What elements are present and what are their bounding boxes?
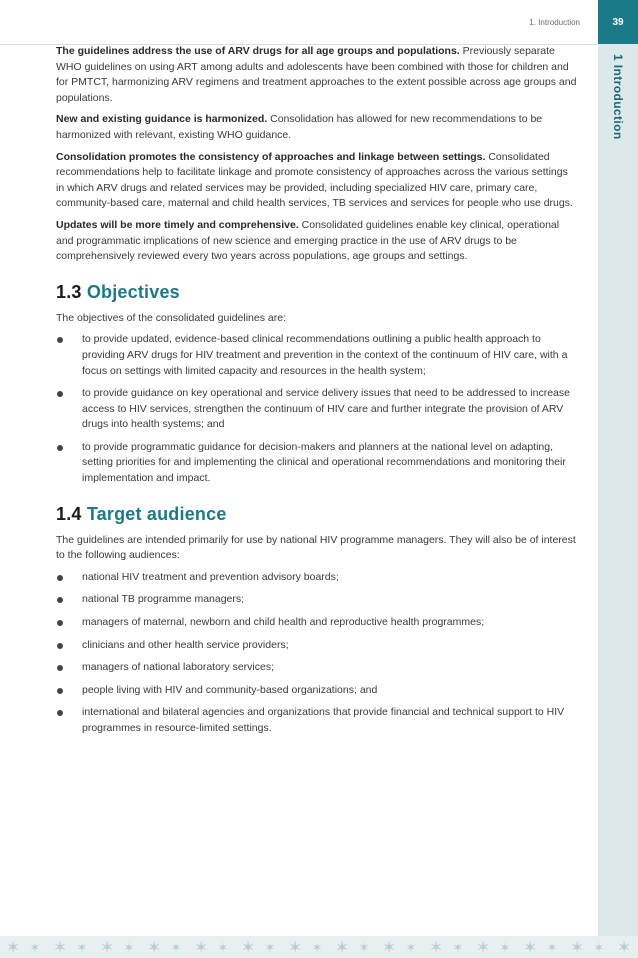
star-icon: ✶ (6, 938, 21, 957)
audience-intro: The guidelines are intended primarily for use by national HIV programme managers. They will also be of interest to the following audiences: (56, 533, 576, 562)
star-icon: ✶ (476, 938, 491, 957)
star-icon: ✶ (76, 940, 88, 955)
objectives-intro: The objectives of the consolidated guidelines are: (56, 311, 286, 324)
list-item: managers of national laboratory services; (56, 660, 578, 676)
star-icon: ✶ (264, 940, 276, 955)
paragraph-lead: New and existing guidance is harmonized. (56, 113, 268, 126)
star-icon: ✶ (288, 938, 303, 957)
star-icon: ✶ (241, 938, 256, 957)
section-number: 1.3 (56, 281, 82, 302)
star-icon: ✶ (452, 940, 464, 955)
paragraph-scope (56, 44, 578, 106)
star-icon: ✶ (147, 938, 162, 957)
paragraph-harmonized (56, 112, 578, 143)
star-icon: ✶ (570, 938, 585, 957)
page-content (56, 44, 578, 744)
objectives-list (56, 332, 578, 486)
list-item: managers of maternal, newborn and child health and reproductive health programmes; (56, 615, 578, 631)
star-icon: ✶ (429, 938, 444, 957)
section-title: Target audience (86, 503, 227, 524)
list-item: clinicians and other health service providers; (56, 638, 578, 654)
star-icon: ✶ (358, 940, 370, 955)
paragraph-text: Consolidated recommendations help to facilitate linkage and promote consistency of approaches across the various settings in which ARV drugs and related services may be provided, including specialized HIV care, primary care, community-based care, maternal and child health services, TB services and services for people who use drugs. (56, 150, 573, 210)
section-title: Objectives (86, 281, 180, 302)
list-item: to provide updated, evidence-based clinical recommendations outlining a public health approach to providing ARV drugs for HIV treatment and prevention in the context of the continuum of HIV care, with a focus on settings with limited capacity and resources in the health system; (56, 332, 578, 379)
chapter-side-tab-label: 1 Introduction (611, 54, 625, 140)
audience-list (56, 570, 578, 737)
star-icon: ✶ (382, 938, 397, 957)
paragraph-text: Consolidated guidelines enable key clinical, operational and programmatic implications of new science and emerging practice in the use of ARV drugs to be comprehensively reviewed every two years across populations, age groups and settings. (56, 218, 560, 263)
paragraph-consistency (56, 150, 578, 212)
chapter-side-tab (602, 54, 634, 144)
star-icon: ✶ (499, 940, 511, 955)
paragraph-lead: The guidelines address the use of ARV drugs for all age groups and populations. (56, 45, 460, 57)
star-icon: ✶ (593, 940, 605, 955)
star-icon: ✶ (546, 940, 558, 955)
star-icon: ✶ (29, 940, 41, 955)
list-item: to provide guidance on key operational and service delivery issues that need to be addressed to increase access to HIV services, strengthen the continuum of HIV care and further integrate the provision of ARV drugs into health systems; and (56, 386, 578, 433)
star-icon: ✶ (53, 938, 68, 957)
list-item: national HIV treatment and prevention advisory boards; (56, 570, 578, 586)
star-icon: ✶ (523, 938, 538, 957)
star-icon: ✶ (194, 938, 209, 957)
paragraph-updates (56, 218, 578, 265)
footer-decoration (0, 936, 638, 958)
list-item: international and bilateral agencies and organizations that provide financial and technical support to HIV programmes in resource-limited settings. (56, 705, 578, 736)
paragraph-text: Consolidation has allowed for new recommendations to be harmonized with relevant, existing WHO guidance. (56, 113, 543, 141)
paragraph-text: Previously separate WHO guidelines on using ART among adults and adolescents have been combined with those for children and for PMTCT, harmonizing ARV regimens and treatment approaches to the extent possible across age groups and populations. (56, 45, 577, 104)
paragraph-lead: Updates will be more timely and comprehensive. (56, 218, 299, 231)
star-icon: ✶ (617, 938, 632, 957)
running-head: 1. Introduction (529, 18, 580, 27)
star-icon: ✶ (217, 940, 229, 955)
list-item: national TB programme managers; (56, 592, 578, 608)
star-icon: ✶ (405, 940, 417, 955)
star-icon: ✶ (100, 938, 115, 957)
section-heading-objectives (56, 281, 578, 303)
star-icon: ✶ (311, 940, 323, 955)
paragraph-lead: Consolidation promotes the consistency of approaches and linkage between settings. (56, 150, 486, 163)
list-item: to provide programmatic guidance for decision-makers and planners at the national level on adapting, setting priorities for and implementing the clinical and operational recommendations and monitoring their implementation and impact. (56, 440, 578, 487)
star-icon: ✶ (123, 940, 135, 955)
section-number: 1.4 (56, 503, 82, 524)
star-icon: ✶ (335, 938, 350, 957)
list-item: people living with HIV and community-based organizations; and (56, 683, 578, 699)
star-icon: ✶ (170, 940, 182, 955)
page-number: 39 (598, 0, 638, 44)
section-heading-target-audience (56, 503, 578, 525)
